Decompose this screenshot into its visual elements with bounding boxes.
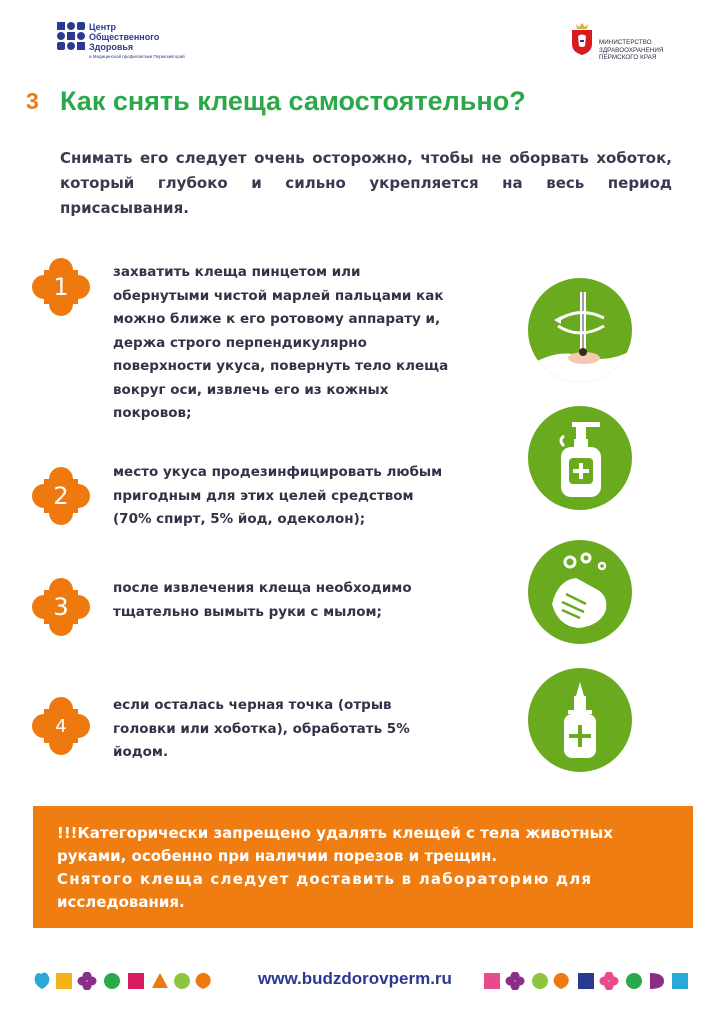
ministry-logo — [570, 22, 680, 72]
step-badge-3 — [32, 578, 90, 636]
org-subtitle: и Медицинской профилактики Пермский край — [89, 54, 185, 59]
step-number: 2 — [53, 482, 69, 510]
step-number: 3 — [53, 593, 69, 621]
hand-washing-icon — [528, 540, 632, 644]
step-number: 4 — [55, 715, 67, 737]
step-badge-4 — [32, 697, 90, 755]
step-text-1: захватить клеща пинцетом или обернутыми чистой марлей пальцами как можно ближе к его ротовому аппарату и, держа строго перпендикулярно поверхности укуса, повернуть тело клеща вокруг оси, извлечь его из кожных покровов; — [113, 264, 449, 421]
intro-paragraph: Снимать его следует очень осторожно, чтобы не оборвать хоботок, который глубоко и сильно укрепляется на весь период присасывания. — [60, 149, 672, 217]
tweezers-rotate-icon — [528, 278, 632, 382]
org-name: Центр Общественного Здоровья — [89, 22, 160, 52]
step-text-2: место укуса продезинфицировать любым пригодным для этих целей средством (70% спирт, 5% йод, одеколон); — [113, 464, 443, 527]
warning-box — [33, 806, 693, 928]
warning-line-1: !!!Категорически запрещено удалять клещей с тела животных — [57, 824, 613, 842]
crest-icon — [570, 22, 594, 56]
step-badge-2 — [32, 467, 90, 525]
step-badge-1 — [32, 258, 90, 316]
section-number: 3 — [26, 88, 39, 114]
decorative-shapes-icon — [32, 972, 242, 990]
ministry-name: МИНИСТЕРСТВО ЗДРАВООХРАНЕНИЯ ПЕРМСКОГО КРАЯ — [599, 39, 664, 61]
warning-line-3: Снятого клеща следует доставить в лабораторию для — [57, 870, 593, 888]
decorative-shapes-icon — [484, 972, 694, 990]
page-title: Как снять клеща самостоятельно? — [60, 86, 526, 116]
step-text-3: после извлечения клеща необходимо тщательно вымыть руки с мылом; — [113, 580, 412, 620]
org-logo-mark-icon — [57, 22, 85, 50]
org-logo — [57, 22, 197, 72]
warning-line-4: исследования. — [57, 893, 185, 911]
footer-url[interactable]: www.budzdorovperm.ru — [258, 969, 452, 988]
sanitizer-bottle-icon — [528, 406, 632, 510]
step-text-4: если осталась черная точка (отрыв головки или хоботка), обработать 5% йодом. — [113, 697, 410, 760]
warning-line-2: руками, особенно при наличии порезов и трещин. — [57, 847, 498, 865]
iodine-bottle-icon — [528, 668, 632, 772]
step-number: 1 — [53, 273, 69, 301]
